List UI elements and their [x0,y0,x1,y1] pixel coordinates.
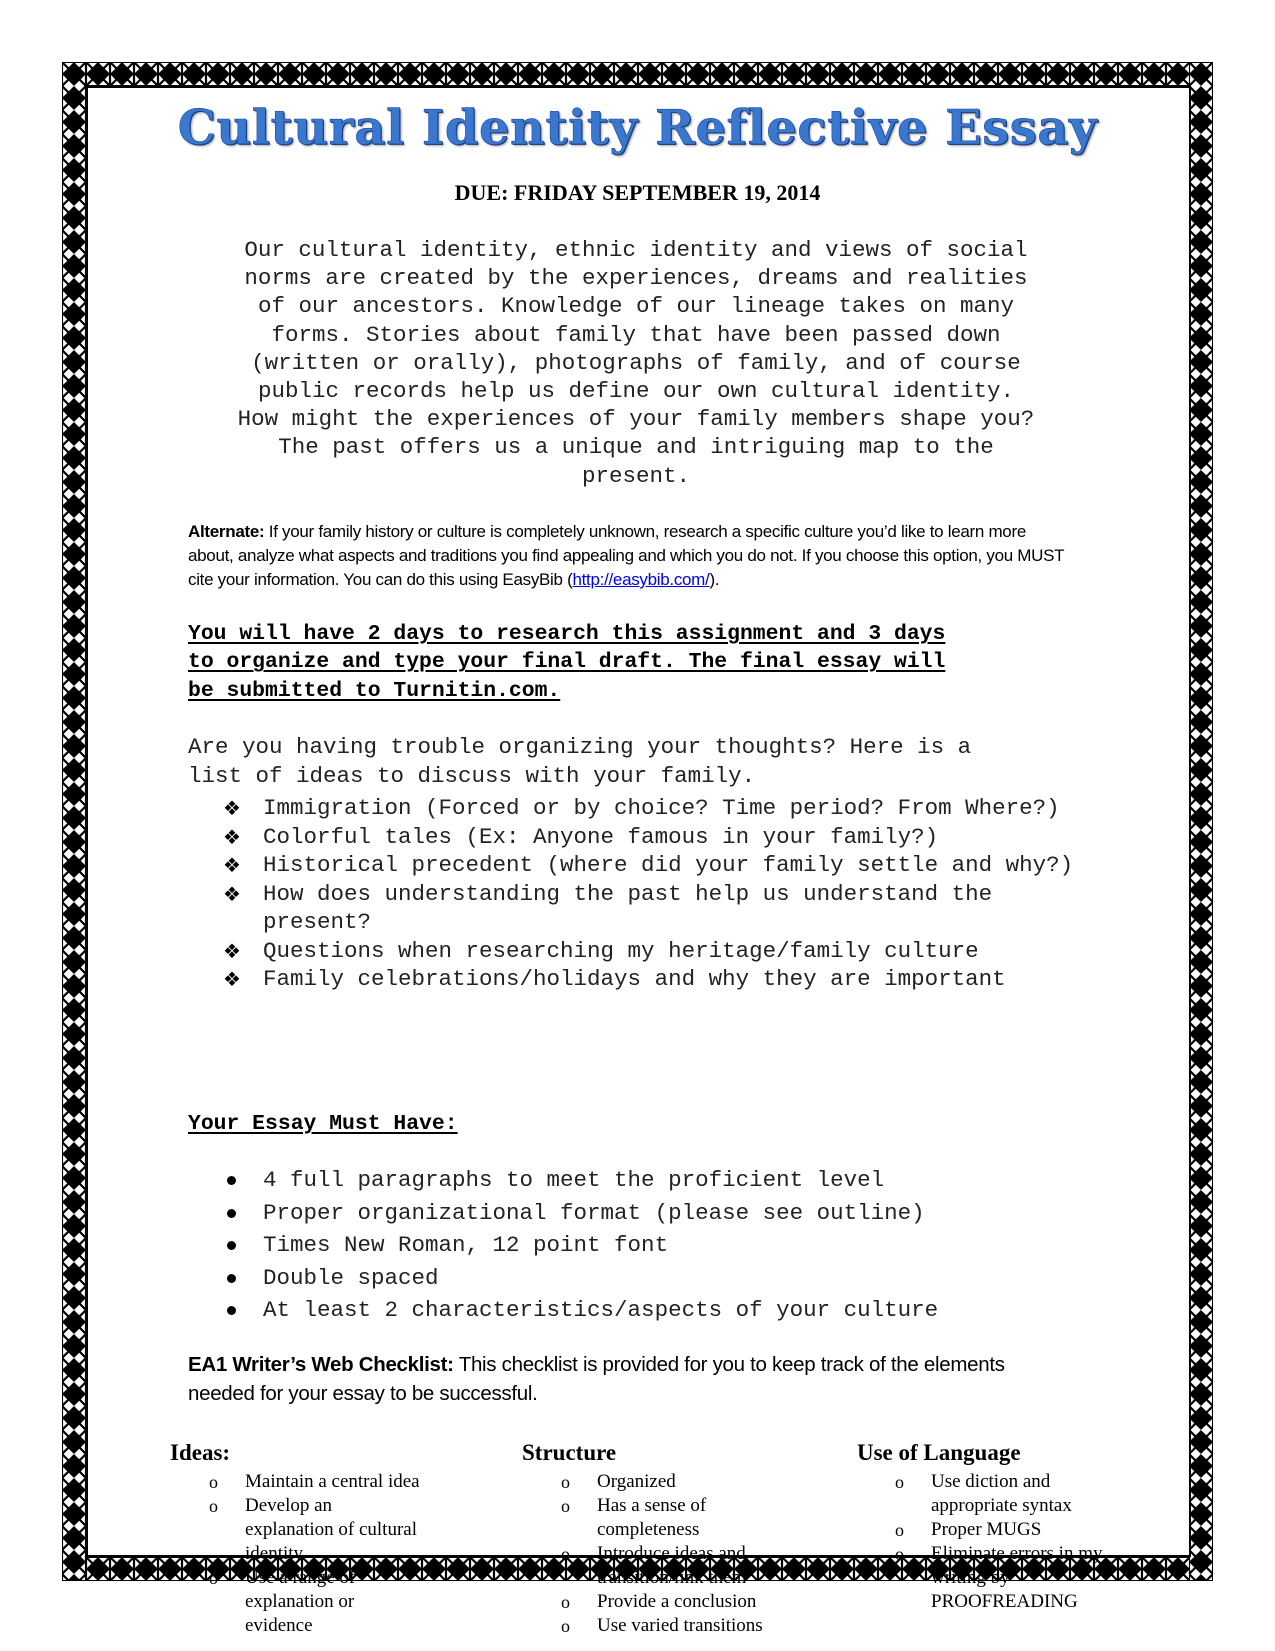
page-title: Cultural Identity Reflective Essay [177,100,1098,156]
list-item-text: 4 full paragraphs to meet the proficient level [263,1167,885,1193]
list-item [223,1294,1083,1327]
diamond-bullet-icon: ❖ [223,824,241,849]
structure-heading: Structure [522,1440,617,1465]
checklist-item-text: Use a range of [245,1567,356,1588]
checklist-item [245,1614,485,1638]
list-item-text: Colorful tales (Ex: Anyone famous in your family?) [263,823,939,850]
checklist-item [895,1542,1171,1566]
bullet-icon [227,1241,236,1250]
ideas-checklist [209,1470,485,1638]
checklist-item [561,1494,837,1518]
intro-line: forms. Stories about family that have been passed down [271,321,1001,348]
intro-line: public records help us define our own cultural identity. [257,378,1015,405]
list-item [223,794,1083,823]
list-item [223,880,1083,937]
checklist-item-text: Eliminate errors in my [931,1543,1103,1564]
diamond-bullet-icon: ❖ [223,853,241,877]
intro-line: of our ancestors. Knowledge of our lineage takes on many [257,293,1015,320]
list-item [223,823,1083,852]
bullet-icon [227,1274,236,1283]
alternate-paragraph [188,520,1068,592]
alternate-label: Alternate: [188,522,265,541]
notice-line-text: be submitted to Turnitin.com. [188,678,561,703]
checklist-item-text: Introduce ideas and [597,1543,746,1564]
circle-bullet-icon: o [895,1520,904,1540]
list-item-text: Historical precedent (where did your family settle and why?) [263,852,1074,878]
checklist-item-text: PROOFREADING [931,1591,1078,1612]
diamond-bullet-icon: ❖ [223,938,241,963]
checklist-item-text: writing by [931,1567,1010,1588]
circle-bullet-icon: o [209,1496,218,1516]
list-item [223,965,1083,994]
language-heading: Use of Language [857,1440,1021,1465]
checklist-item-text: evidence [245,1615,313,1636]
checklist-item-text: Provide a conclusion [597,1591,757,1612]
checklist-item [209,1494,485,1518]
list-item-text: How does understanding the past help us understand the present? [263,880,993,935]
checklist-item [561,1590,837,1614]
structure-checklist [561,1470,837,1638]
checklist-item [561,1614,837,1638]
circle-bullet-icon: o [561,1616,570,1636]
requirements-list [223,1164,1083,1327]
checklist-item-text: Has a sense of [597,1495,707,1516]
checklist-item-text: identity [245,1543,304,1564]
diamond-bullet-icon: ❖ [223,967,241,991]
easybib-link[interactable]: http://easybib.com/ [572,570,710,589]
research-notice [188,620,1078,705]
checklist-item-text: explanation or [245,1591,355,1612]
bullet-icon [227,1209,236,1218]
notice-line-text: You will have 2 days to research this assignment and 3 days [188,622,946,646]
checklist-item [245,1518,485,1542]
list-item-text: Double spaced [263,1264,439,1291]
notice-line-text: to organize and type your final draft. The final essay will [188,650,946,675]
intro-paragraph [190,236,1082,490]
circle-bullet-icon: o [209,1472,218,1492]
diamond-bullet-icon: ❖ [223,796,241,820]
checklist-item-text: Use varied transitions [597,1615,763,1636]
list-item-text: Immigration (Forced or by choice? Time period? From Where?) [263,795,1060,821]
checklist-item [245,1590,485,1614]
due-date: DUE: FRIDAY SEPTEMBER 19, 2014 [454,180,821,205]
checklist-item-text: Maintain a central idea [245,1471,420,1492]
ideas-heading: Ideas: [170,1440,231,1465]
checklist-item [895,1470,1171,1494]
checklist-item [561,1542,837,1566]
trouble-paragraph [188,733,1078,790]
checklist-item-text: Develop an [245,1495,333,1516]
trouble-line: Are you having trouble organizing your thoughts? Here is a [188,734,972,760]
intro-line: Our cultural identity, ethnic identity and views of social [244,237,1028,263]
circle-bullet-icon: o [895,1472,904,1492]
checklist-item [931,1590,1171,1614]
list-item [223,1262,1083,1295]
checklist-item [245,1542,485,1566]
circle-bullet-icon: o [561,1472,570,1492]
checklist-item [561,1470,837,1494]
language-checklist [895,1470,1171,1614]
page-border-top [62,62,1213,86]
intro-line: How might the experiences of your family members shape you? [237,406,1035,433]
checklist-item [209,1566,485,1590]
page-border-left [62,62,86,1581]
list-item-text: At least 2 characteristics/aspects of your culture [263,1297,939,1323]
checklist-paragraph [188,1350,1068,1408]
list-item-text: Questions when researching my heritage/family culture [263,937,979,964]
discussion-ideas-list [223,794,1083,994]
notice-line [188,620,1078,648]
checklist-item-text: Organized [597,1471,676,1492]
notice-line [188,648,1078,676]
checklist-item [597,1566,837,1590]
must-have-heading: Your Essay Must Have: [188,1112,458,1136]
checklist-item-text: completeness [597,1519,700,1540]
alternate-tail: ). [709,570,720,589]
checklist-item-text: appropriate syntax [931,1495,1072,1516]
list-item-text: Times New Roman, 12 point font [263,1232,669,1258]
intro-line: (written or orally), photographs of family, and of course [251,349,1021,376]
list-item [223,1164,1083,1197]
page-border-right [1189,62,1213,1581]
circle-bullet-icon: o [561,1592,570,1612]
intro-line: The past offers us a unique and intriguing map to the [278,434,994,461]
checklist-item-text: explanation of cultural [245,1519,417,1540]
checklist-item [895,1518,1171,1542]
circle-bullet-icon: o [895,1544,904,1564]
checklist-text: This checklist is provided for you to keep track of the elements needed for your essay to be successful. [188,1353,1005,1405]
bullet-icon [227,1306,236,1315]
alternate-text: If your family history or culture is completely unknown, research a specific culture you’d like to learn more about, analyze what aspects and traditions you find appealing and which you do not. If you choose this option, you MUST cite your information. You can do this using EasyBib ( [188,522,1064,589]
notice-line [188,677,1078,705]
trouble-line: list of ideas to discuss with your family. [188,762,756,789]
circle-bullet-icon: o [561,1496,570,1516]
list-item-text: Family celebrations/holidays and why they are important [263,966,1006,992]
checklist-item-text: Proper MUGS [931,1519,1042,1540]
checklist-label: EA1 Writer’s Web Checklist: [188,1353,454,1376]
diamond-bullet-icon: ❖ [223,881,241,906]
checklist-item [209,1470,485,1494]
circle-bullet-icon: o [561,1544,570,1564]
list-item [223,1229,1083,1262]
intro-line: norms are created by the experiences, dreams and realities [244,265,1028,292]
list-item-text: Proper organizational format (please see outline) [263,1199,925,1226]
checklist-item-text: Use diction and [931,1471,1051,1492]
checklist-item [931,1566,1171,1590]
checklist-item-text: transition/link them [597,1567,747,1588]
checklist-item [597,1518,837,1542]
intro-line: present. [581,462,691,489]
list-item [223,937,1083,966]
list-item [223,1197,1083,1230]
circle-bullet-icon: o [209,1568,218,1588]
bullet-icon [227,1176,236,1185]
list-item [223,851,1083,880]
checklist-item [931,1494,1171,1518]
